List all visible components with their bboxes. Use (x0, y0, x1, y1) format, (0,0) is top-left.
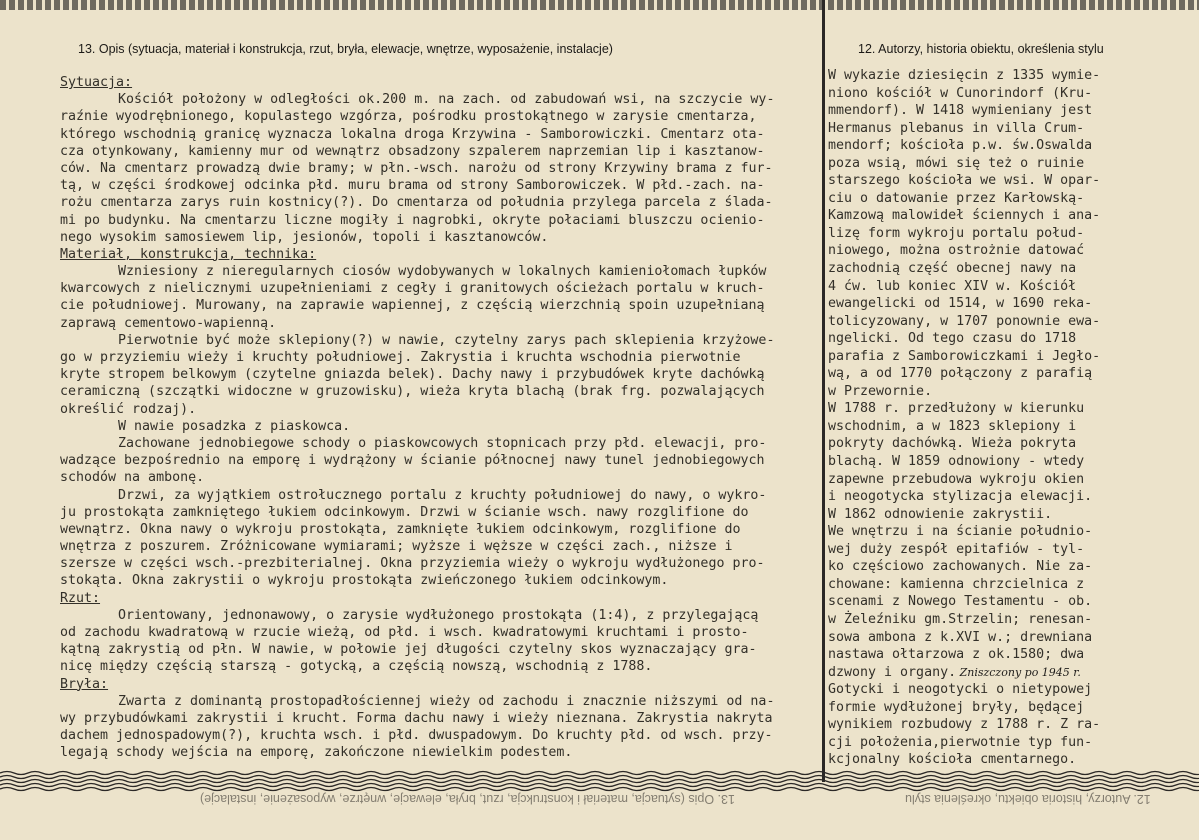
line-text: kcjonalny kościoła cmentarnego. (828, 752, 1077, 768)
history-line (828, 664, 1148, 682)
line-text: Kamzową malowideł ściennych i ana- (828, 208, 1101, 224)
line-text: ko częściowo zachowanych. Nie za- (828, 559, 1093, 575)
description-line (60, 710, 822, 727)
line-text: Sytuacja: (60, 75, 133, 90)
history-line (828, 751, 1148, 769)
history-line (828, 523, 1148, 541)
line-text: od zachodu kwadratową w rzucie wieżą, od płd. i wsch. kwadratowymi kruchtami i prosto- (60, 625, 749, 640)
description-line (60, 624, 822, 641)
description-line (60, 572, 822, 589)
history-line (828, 85, 1148, 103)
line-text: sowa ambona z k.XVI w.; drewniana (828, 629, 1093, 645)
description-line (60, 194, 822, 211)
line-text: zachodnią część obecnej nawy na (828, 261, 1077, 277)
line-text: parafia z Samborowiczkami i Jegło- (828, 348, 1101, 364)
line-text: którego wschodnią granicę wyznacza lokalna droga Krzywina - Samborowiczki. Cmentarz ota- (60, 126, 765, 142)
line-text: W 1788 r. przedłużony w kierunku (828, 401, 1085, 417)
line-text: ewangelicki od 1514, w 1690 reka- (828, 296, 1093, 312)
line-text: niowego, można ostrożnie datować (828, 243, 1085, 259)
bleed-through-right-header: 12. Autorzy, historia obiektu, określenia stylu (905, 792, 1151, 806)
bleed-through-left-header: 13. Opis (sytuacja, materiał i konstrukcja, rzut, bryła, elewacje, wnętrze, wyposażenie, instalacje) (200, 792, 735, 806)
description-line (60, 366, 822, 383)
history-line (828, 435, 1148, 453)
description-line (60, 401, 822, 418)
line-text: ców. Na cmentarz prowadzą dwie bramy; w płn.-wsch. narożu od strony Krzywiny brama z fur- (60, 160, 773, 176)
line-text: W wykazie dziesięcin z 1335 wymie- (828, 68, 1101, 83)
description-line (60, 383, 822, 400)
line-text: Materiał, konstrukcja, technika: (60, 246, 317, 262)
line-text: wej duży zespół epitafiów - tyl- (828, 541, 1085, 557)
history-line (828, 242, 1148, 260)
description-column (60, 74, 822, 762)
description-line (60, 108, 822, 125)
line-text: scenami z Nowego Testamentu - ob. (828, 594, 1093, 610)
description-line (60, 418, 822, 435)
history-line (828, 646, 1148, 664)
history-line (828, 190, 1148, 208)
line-text: stokąta. Okna zakrystii o wykroju prostokąta zwieńczonego łukiem odcinkowym. (60, 573, 669, 589)
line-text: Pierwotnie być może sklepiony(?) w nawie, czytelny zarys pach sklepienia krzyżowe- (118, 332, 775, 348)
line-text: kryte stropem belkowym (czytelne gniazda belek). Dachy nawy i przybudówek kryte dachówką (60, 367, 765, 383)
line-text: cza otynkowany, kamienny mur od wewnątrz obsadzony szpalerem naprzemian lip i kasztanow- (60, 143, 765, 159)
line-text: w Przewornie. (828, 383, 933, 399)
description-line (60, 607, 822, 624)
description-line (60, 658, 822, 675)
line-text: blachą. W 1859 odnowiony - wtedy (828, 454, 1085, 470)
section-heading (60, 246, 822, 263)
line-text: W nawie posadzka z piaskowca. (118, 418, 351, 434)
line-text: nego wysokim samosiewem lip, jesionów, topoli i kasztanowców. (60, 229, 549, 245)
description-line (60, 315, 822, 332)
line-text: dzwony i organy. (828, 664, 957, 680)
wavy-border (0, 770, 1199, 792)
line-text: wą, a od 1770 połączony z parafią (828, 366, 1093, 382)
section-heading (60, 590, 822, 607)
description-line (60, 160, 822, 177)
line-text: mmendorf). W 1418 wymieniany jest (828, 103, 1093, 119)
handwritten-annotation: Zniszczony po 1945 r. (956, 665, 1081, 679)
description-line (60, 280, 822, 297)
history-line (828, 295, 1148, 313)
description-line (60, 521, 822, 538)
line-text: Gotycki i neogotycki o nietypowej (828, 682, 1093, 698)
line-text: schodów na ambonę. (60, 470, 205, 486)
history-line (828, 67, 1148, 85)
history-line (828, 313, 1148, 331)
line-text: w Żeleźniku gm.Strzelin; renesan- (828, 611, 1093, 627)
line-text: szersze w części wsch.-prezbiterialnej. Okna przyziemia wieży o wykroju wydłużonego pro- (60, 556, 765, 572)
history-line (828, 225, 1148, 243)
line-text: niono kościół w Cunorindorf (Kru- (828, 85, 1093, 101)
section-13-header: 13. Opis (sytuacja, materiał i konstrukcja, rzut, bryła, elewacje, wnętrze, wyposażenie, instalacje) (78, 42, 613, 56)
history-line (828, 172, 1148, 190)
line-text: zaprawą cementowo-wapienną. (60, 315, 277, 331)
description-line (60, 487, 822, 504)
history-column (828, 67, 1148, 769)
description-line (60, 469, 822, 486)
description-line (60, 143, 822, 160)
line-text: Kościół położony w odległości ok.200 m. na zach. od zabudowań wsi, na szczycie wy- (118, 92, 775, 108)
line-text: ceramiczną (szczątki widoczne w gruzowisku), wieża kryta blachą (brak frg. pozwalających (60, 384, 765, 400)
line-text: dachem jednospadowym(?), kruchta wsch. i płd. dwuspadowym. Do kruchty płd. od wsch. przy- (60, 728, 773, 744)
line-text: pokryty dachówką. Wieża pokryta (828, 436, 1077, 452)
history-line (828, 330, 1148, 348)
history-line (828, 629, 1148, 647)
line-text: tolicyzowany, w 1707 ponownie ewa- (828, 313, 1101, 329)
line-text: legają schody wejścia na emporę, zakończone niewielkim podestem. (60, 745, 573, 761)
history-line (828, 137, 1148, 155)
description-line (60, 177, 822, 194)
history-line (828, 576, 1148, 594)
line-text: Hermanus plebanus in villa Crum- (828, 120, 1085, 136)
line-text: tą, w części środkowej odcinka płd. muru brama od strony Samborowiczek. W płd.-zach. na- (60, 178, 765, 194)
history-line (828, 400, 1148, 418)
history-line (828, 699, 1148, 717)
history-line (828, 506, 1148, 524)
line-text: wadzące bezpośrednio na emporę i wydrążony w ścianie północnej nawy tunel jednobiegowych (60, 453, 765, 469)
history-line (828, 260, 1148, 278)
line-text: cie południowej. Murowany, na zaprawie wapiennej, z częścią wierzchnią spoin uzupełnianą (60, 298, 765, 314)
line-text: Bryła: (60, 676, 109, 692)
description-line (60, 229, 822, 246)
history-line (828, 488, 1148, 506)
line-text: wnętrza z poszurem. Zróżnicowane wymiarami; wyższe i węższe w części zach., niższe i (60, 539, 733, 555)
description-line (60, 263, 822, 280)
history-line (828, 207, 1148, 225)
description-line (60, 332, 822, 349)
history-line (828, 734, 1148, 752)
description-line (60, 452, 822, 469)
description-line (60, 641, 822, 658)
line-text: We wnętrzu i na ścianie południo- (828, 524, 1093, 540)
line-text: starszego kościoła we wsi. W opar- (828, 173, 1101, 189)
column-divider (822, 0, 825, 782)
line-text: go w przyziemiu wieży i kruchty południowej. Zakrystia i kruchta wschodnia pierwotnie (60, 350, 741, 365)
description-line (60, 126, 822, 143)
description-line (60, 727, 822, 744)
description-line (60, 349, 822, 366)
history-line (828, 348, 1148, 366)
description-line (60, 538, 822, 555)
description-line (60, 693, 822, 710)
line-text: 4 ćw. lub koniec XIV w. Kościół (828, 278, 1077, 294)
line-text: mendorf; kościoła p.w. św.Oswalda (828, 138, 1093, 154)
scan-top-edge (0, 0, 1199, 10)
history-line (828, 471, 1148, 489)
line-text: W 1862 odnowienie zakrystii. (828, 506, 1053, 522)
line-text: chowane: kamienna chrzcielnica z (828, 576, 1085, 592)
section-12-header: 12. Autorzy, historia obiektu, określenia stylu (858, 42, 1104, 56)
description-line (60, 744, 822, 761)
line-text: mi po budynku. Na cmentarzu liczne mogiły i nagrobki, okryte połaciami bluszczu ocienio- (60, 212, 765, 228)
description-line (60, 91, 822, 108)
history-line (828, 383, 1148, 401)
line-text: kątną zakrystią od płn. W nawie, w połowie jej długości czytelny skos wyznaczający gra- (60, 642, 757, 658)
line-text: lizę form wykroju portalu połud- (828, 225, 1085, 241)
line-text: zapewne przebudowa wykroju okien (828, 471, 1085, 487)
line-text: formie wydłużonej bryły, będącej (828, 699, 1085, 715)
line-text: wy przybudówkami zakrystii i krucht. Forma dachu nawy i wieży nieznana. Zakrystia nakryta (60, 710, 773, 726)
line-text: ju prostokąta zamkniętego łukiem odcinkowym. Drzwi w ścianie wsch. nawy rozglifione do (60, 504, 749, 520)
history-line (828, 120, 1148, 138)
history-line (828, 453, 1148, 471)
history-line (828, 611, 1148, 629)
line-text: poza wsią, mówi się też o ruinie (828, 155, 1085, 171)
line-text: nastawa ołtarzowa z ok.1580; dwa (828, 647, 1085, 663)
history-line (828, 681, 1148, 699)
line-text: określić rodzaj). (60, 401, 197, 417)
history-line (828, 418, 1148, 436)
history-line (828, 278, 1148, 296)
line-text: nicę między częścią starszą - gotycką, a częścią nowszą, wschodnią z 1788. (60, 659, 653, 675)
history-line (828, 593, 1148, 611)
line-text: raźnie wyodrębnionego, kopulastego wzgórza, pośrodku prostokątnego w zarysie cmentarza, (60, 109, 757, 125)
line-text: wynikiem rozbudowy z 1788 r. Z ra- (828, 717, 1101, 733)
line-text: ngelicki. Od tego czasu do 1718 (828, 331, 1077, 347)
description-line (60, 212, 822, 229)
line-text: rożu cmentarza zarys ruin kostnicy(?). Do cmentarza od południa przylega parcela z ślada- (60, 195, 773, 211)
history-line (828, 716, 1148, 734)
line-text: cji położenia,pierwotnie typ fun- (828, 734, 1093, 750)
history-line (828, 102, 1148, 120)
history-line (828, 541, 1148, 559)
line-text: i neogotycka stylizacja elewacji. (828, 489, 1093, 505)
line-text: wewnątrz. Okna nawy o wykroju prostokąta, zamknięte łukiem odcinkowym, rozglifione do (60, 521, 741, 537)
line-text: kwarcowych z nielicznymi uzupełnieniami z cegły i granitowych ościeżach portalu w kruch- (60, 281, 765, 297)
line-text: Orientowany, jednonawowy, o zarysie wydłużonego prostokąta (1:4), z przylegającą (118, 607, 759, 623)
description-line (60, 435, 822, 452)
section-heading (60, 676, 822, 693)
line-text: Zwarta z dominantą prostopadłościennej wieży od zachodu i znacznie niższymi od na- (118, 693, 775, 709)
section-heading (60, 74, 822, 91)
history-line (828, 155, 1148, 173)
line-text: Rzut: (60, 590, 101, 606)
history-line (828, 365, 1148, 383)
line-text: wschodnim, a w 1823 sklepiony i (828, 418, 1077, 434)
line-text: Drzwi, za wyjątkiem ostrołucznego portalu z kruchty południowej do nawy, o wykro- (118, 487, 767, 503)
line-text: ciu o datowanie przez Karłowską- (828, 190, 1085, 206)
history-line (828, 558, 1148, 576)
description-line (60, 297, 822, 314)
description-line (60, 555, 822, 572)
line-text: Wzniesiony z nieregularnych ciosów wydobywanych w lokalnych kamieniołomach łupków (118, 264, 767, 280)
line-text: Zachowane jednobiegowe schody o piaskowcowych stopnicach przy płd. elewacji, pro- (118, 435, 767, 451)
description-line (60, 504, 822, 521)
